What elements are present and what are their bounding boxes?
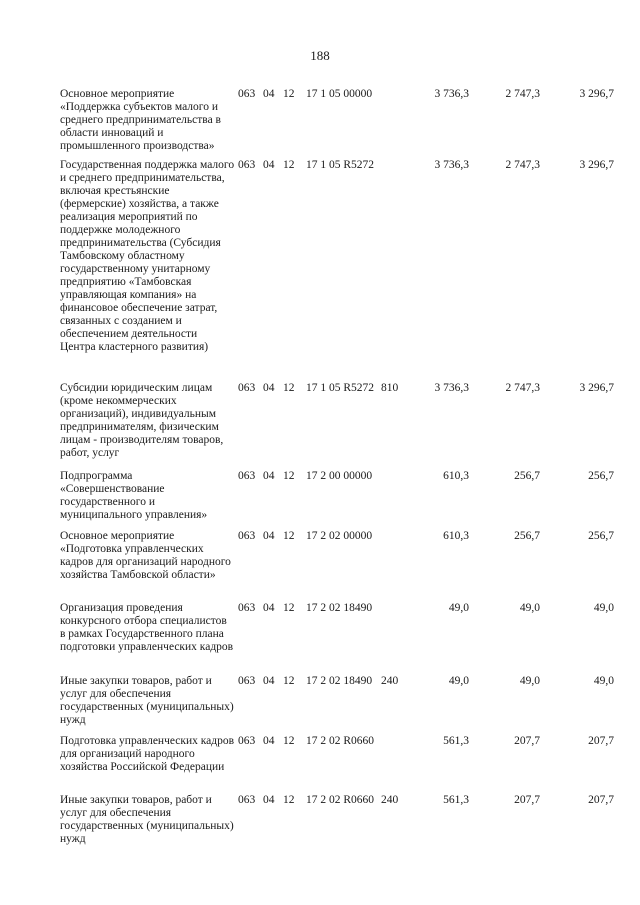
- ministry-code: 063: [238, 530, 256, 542]
- section-code: 04: [263, 159, 275, 171]
- amount-year-3: 3 296,7: [579, 88, 614, 100]
- subsection-code: 12: [283, 470, 295, 482]
- expense-type-code: 810: [381, 382, 399, 394]
- subsection-code: 12: [283, 88, 295, 100]
- section-code: 04: [263, 735, 275, 747]
- target-article-code: 17 1 05 R5272: [306, 159, 375, 171]
- row-name: Организация проведения конкурсного отбора специалистов в рамках Государственного плана подготовки управленческих кадров: [60, 602, 234, 653]
- ministry-code: 063: [238, 382, 256, 394]
- row-name: Субсидии юридическим лицам (кроме некоммерческих организаций), индивидуальным предпринимателям, физическим лицам - производителям товаров, работ, услуг: [60, 382, 224, 459]
- amount-year-3: 207,7: [588, 794, 614, 806]
- row-name: Иные закупки товаров, работ и услуг для обеспечения государственных (муниципальных) нужд: [60, 675, 234, 726]
- amount-year-1: 610,3: [443, 530, 469, 542]
- ministry-code: 063: [238, 794, 256, 806]
- section-code: 04: [263, 794, 275, 806]
- amount-year-3: 49,0: [593, 675, 614, 687]
- amount-year-1: 561,3: [443, 735, 469, 747]
- amount-year-3: 256,7: [588, 470, 614, 482]
- subsection-code: 12: [283, 382, 295, 394]
- ministry-code: 063: [238, 159, 256, 171]
- expense-type-code: 240: [381, 675, 399, 687]
- expense-type-code: 240: [381, 794, 399, 806]
- amount-year-1: 49,0: [448, 602, 469, 614]
- target-article-code: 17 2 02 R0660: [306, 735, 375, 747]
- subsection-code: 12: [283, 675, 295, 687]
- row-name: Основное мероприятие «Подготовка управленческих кадров для организаций народного хозяйства Тамбовской области»: [60, 530, 231, 581]
- ministry-code: 063: [238, 88, 256, 100]
- subsection-code: 12: [283, 735, 295, 747]
- amount-year-2: 256,7: [514, 530, 540, 542]
- ministry-code: 063: [238, 675, 256, 687]
- section-code: 04: [263, 470, 275, 482]
- amount-year-1: 610,3: [443, 470, 469, 482]
- amount-year-3: 3 296,7: [579, 159, 614, 171]
- target-article-code: 17 2 00 00000: [306, 470, 373, 482]
- section-code: 04: [263, 382, 275, 394]
- amount-year-1: 3 736,3: [434, 382, 469, 394]
- page-number: 188: [310, 48, 330, 63]
- amount-year-1: 49,0: [448, 675, 469, 687]
- row-name: Подпрограмма «Совершенствование государственного и муниципального управления»: [60, 470, 208, 521]
- amount-year-1: 3 736,3: [434, 88, 469, 100]
- subsection-code: 12: [283, 602, 295, 614]
- amount-year-2: 207,7: [514, 794, 540, 806]
- row-name: Основное мероприятие «Поддержка субъектов малого и среднего предпринимательства в области инноваций и промышленного производства»: [60, 88, 221, 152]
- amount-year-2: 49,0: [519, 675, 540, 687]
- ministry-code: 063: [238, 470, 256, 482]
- subsection-code: 12: [283, 794, 295, 806]
- amount-year-3: 3 296,7: [579, 382, 614, 394]
- amount-year-2: 256,7: [514, 470, 540, 482]
- amount-year-2: 207,7: [514, 735, 540, 747]
- amount-year-3: 256,7: [588, 530, 614, 542]
- section-code: 04: [263, 602, 275, 614]
- section-code: 04: [263, 88, 275, 100]
- row-name: Государственная поддержка малого и среднего предпринимательства, включая крестьянские (фермерские) хозяйства, а также реализация мероприятий по поддержке молодежного предпринимательства (Субсидия Тамбовскому областному государственному унитарному предприятию «Тамбовская управляющая компания» на финансовое обеспечение затрат, связанных с созданием и обеспечением деятельности Центра кластерного развития): [60, 159, 235, 353]
- section-code: 04: [263, 530, 275, 542]
- ministry-code: 063: [238, 602, 256, 614]
- amount-year-1: 3 736,3: [434, 159, 469, 171]
- amount-year-3: 49,0: [593, 602, 614, 614]
- target-article-code: 17 2 02 00000: [306, 530, 373, 542]
- amount-year-2: 49,0: [519, 602, 540, 614]
- amount-year-3: 207,7: [588, 735, 614, 747]
- target-article-code: 17 1 05 00000: [306, 88, 373, 100]
- row-name: Иные закупки товаров, работ и услуг для обеспечения государственных (муниципальных) нужд: [60, 794, 234, 845]
- target-article-code: 17 2 02 R0660: [306, 794, 375, 806]
- amount-year-2: 2 747,3: [505, 88, 540, 100]
- ministry-code: 063: [238, 735, 256, 747]
- subsection-code: 12: [283, 159, 295, 171]
- amount-year-2: 2 747,3: [505, 159, 540, 171]
- target-article-code: 17 2 02 18490: [306, 602, 373, 614]
- subsection-code: 12: [283, 530, 295, 542]
- target-article-code: 17 1 05 R5272: [306, 382, 375, 394]
- amount-year-2: 2 747,3: [505, 382, 540, 394]
- section-code: 04: [263, 675, 275, 687]
- target-article-code: 17 2 02 18490: [306, 675, 373, 687]
- amount-year-1: 561,3: [443, 794, 469, 806]
- row-name: Подготовка управленческих кадров для организаций народного хозяйства Российской Федерации: [60, 735, 235, 773]
